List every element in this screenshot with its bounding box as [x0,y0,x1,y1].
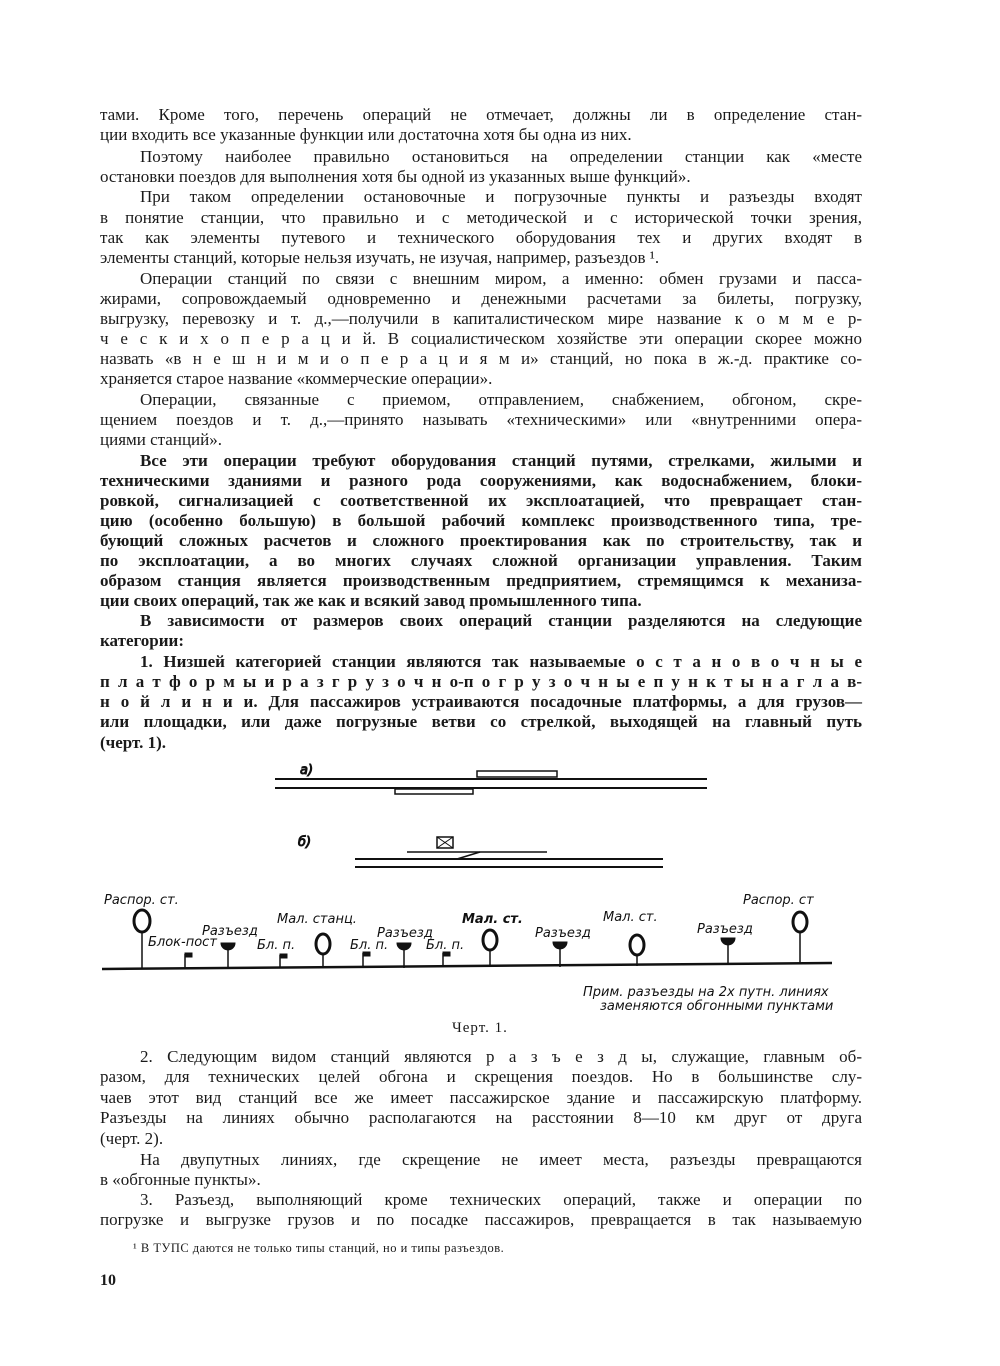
platform [395,789,473,794]
line-scheme-labels [104,893,833,1014]
text-line: (черт. 2). [100,1129,164,1148]
text-line: по эксплоатации, а во многих случаях сложной организации управления. Таким [100,551,862,570]
text-line: или площадки, или даже погрузные ветви со стрелкой, выходящей на главный путь [100,712,862,731]
text-line: разом, для технических целей обгона и скрещения поездов. Но в большинстве слу- [100,1067,862,1086]
text-line: п л а т ф о р м ы и р а з г р у з о ч н о-п о г р у з о ч н ы е п у н к т ы н а г л а в- [100,672,862,691]
scheme-b-label: б) [298,835,312,850]
text-line: в «обгонные пункты». [100,1170,261,1189]
label-bl-p: Бл. п. [350,938,389,953]
text-line: выгрузку, перевозку и т. д.,—получили в капиталистическом мире название к о м м е р- [100,309,862,328]
text-line: 1. Низшей категорией станции являются так называемые о с т а н о в о ч н ы е [140,652,862,671]
figure-note: Прим. разъезды на 2х путн. линиях [583,985,829,1000]
text-line: Разъезды на линиях обычно располагаются на расстоянии 8—10 км друг от друга [100,1108,862,1127]
label-mal-st: Мал. ст. [603,910,658,925]
text-line: (черт. 1). [100,733,167,752]
text-line: храняется старое название «коммерческие операции». [100,369,493,388]
text-line: бующий сложных расчетов и сложного проектирования как по строительству, так и [100,531,862,550]
text-line: При таком определении остановочные и погрузочные пункты и разъезды входят [140,187,862,206]
text-line: циями станций». [100,430,222,449]
text-line: назвать «в н е ш н и м и о п е р а ц и я м и» станций, но пока в ж.-д. практике со- [100,349,862,368]
text-line: элементы станций, которые нельзя изучать, не изучая, например, разъездов ¹. [100,248,660,267]
text-line: жирами, сопровождаемый одновременно и денежными расчетами за билеты, погрузку, [100,289,862,308]
label-razezd: Разъезд [697,922,753,937]
figure-caption: Черт. 1. [452,1020,508,1036]
text-line: 2. Следующим видом станций являются р а з ъ е з д ы, служащие, главным об- [140,1047,862,1066]
text-line: остановки поездов для выполнения хотя бы одной из указанных выше функций». [100,167,691,186]
scheme-a-label: а) [300,763,314,778]
label-razezd: Разъезд [535,926,591,941]
label-mal-stanc: Мал. станц. [277,912,357,927]
text-line: тами. Кроме того, перечень операций не отмечает, должны ли в определение стан- [100,105,862,124]
text-line: Операции станций по связи с внешним миром, а именно: обмен грузами и пасса- [140,269,862,288]
text-line: так как элементы путевого и технического оборудования тех и других входят в [100,228,862,247]
text-line: категории: [100,631,184,650]
page-number: 10 [100,1272,116,1289]
text-line: 3. Разъезд, выполняющий кроме технических операций, также и операции по [140,1190,862,1209]
text-line: В зависимости от размеров своих операций станции разделяются на следующие [140,611,862,630]
figure-note: заменяются обгонными пунктами [600,999,834,1014]
text-line: техническими зданиями и разного рода сооружениями, как водоснабжением, блоки- [100,471,862,490]
text-line: Поэтому наиболее правильно остановиться на определении станции как «месте [140,147,862,166]
text-line: Все эти операции требуют оборудования станций путями, стрелками, жилыми и [140,451,862,470]
text-line: щением поездов и т. д.,—принято называть «техническими» или «внутренними опера- [100,410,862,429]
label-raspor: Распор. ст. [104,893,179,908]
label-raspor: Распор. ст [743,893,814,908]
text-line: в понятие станции, что правильно и с методической и с исторической точки зрения, [100,208,862,227]
label-bl-p: Бл. п. [257,938,296,953]
text-line: чаев этот вид станций все же имеет пассажирское здание и пассажирскую платформу. [100,1088,862,1107]
label-bl-p: Бл. п. [426,938,465,953]
label-blok-post: Блок-пост [148,935,217,950]
text-line: ч е с к и х о п е р а ц и й. В социалистическом хозяйстве эти операции скорее можно [100,329,862,348]
text-line: ции своих операций, так же как и всякий завод промышленного типа. [100,591,642,610]
text-line: На двупутных линиях, где скрещение не имеет места, разъезды превращаются [140,1150,862,1169]
scheme-b [298,835,663,867]
label-razezd: Разъезд [202,924,258,939]
text-line: цию (особенно большую) в большой рабочий комплекс производственного типа, тре- [100,511,862,530]
footnote: ¹ В ТУПС даются не только типы станций, но и типы разъездов. [133,1241,505,1255]
scheme-a [275,763,707,794]
text-line: ции входить все указанные функции или достаточна хотя бы одна из них. [100,125,632,144]
label-mal-st: Мал. ст. [462,912,523,927]
text-line: Операции, связанные с приемом, отправлением, снабжением, обгоном, скре- [140,390,862,409]
text-line: н о й л и н и и. Для пассажиров устраиваются посадочные платформы, а для грузов— [100,692,862,711]
platform [477,771,557,777]
label-razezd: Разъезд [377,926,433,941]
text-line: образом станция является производственным предприятием, стремящимся к механиза- [100,571,862,590]
text-line: ровкой, сигнализацией с соответственной их эксплоатацией, что превращает стан- [100,491,862,510]
text-line: погрузке и выгрузке грузов и по посадке пассажиров, превращается в так называемую [100,1210,862,1229]
